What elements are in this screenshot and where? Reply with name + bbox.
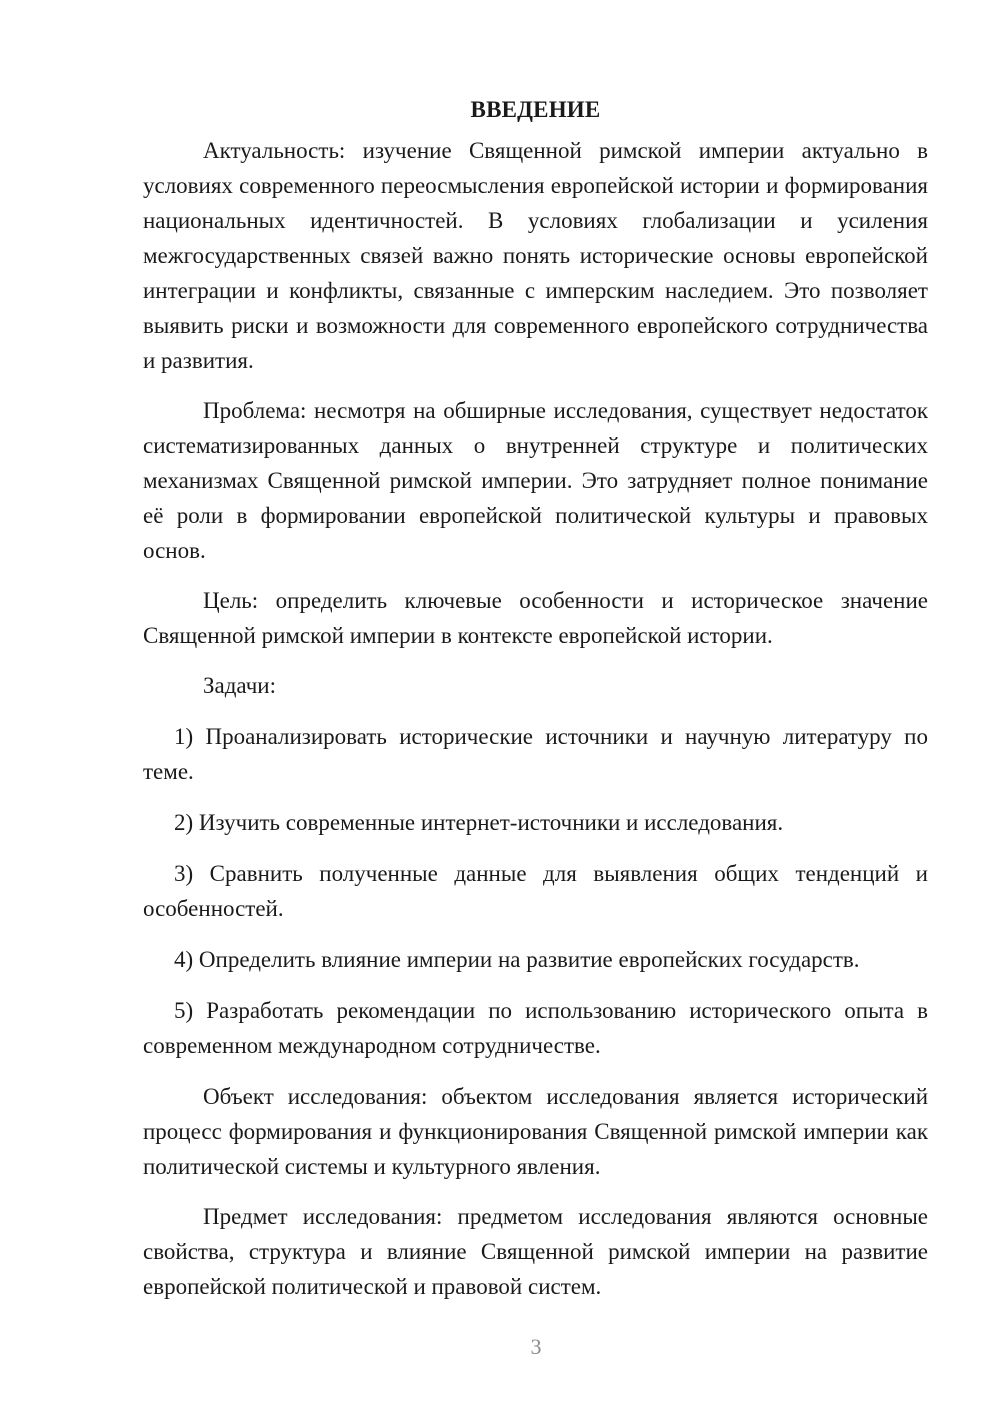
page-number: 3 [530,1334,542,1359]
task-item-4: 4) Определить влияние империи на развитие европейских государств. [174,947,860,972]
paragraph-problem: Проблема: несмотря на обширные исследования, существует недостаток систематизированных данных о внутренней структуре и политических механизмах Священной римской империи. Это затрудняет полное понимание её роли в формировании европейской политической культуры и правовых основ. [143,398,928,563]
document-page [143,92,928,1319]
task-item-2: 2) Изучить современные интернет-источники и исследования. [174,810,784,835]
section-title: ВВЕДЕНИЕ [470,97,601,122]
task-item-5: 5) Разработать рекомендации по использованию исторического опыта в современном международном сотрудничестве. [143,998,928,1058]
paragraph-object: Объект исследования: объектом исследования является исторический процесс формирования и функционирования Священной римской империи как политической системы и культурного явления. [143,1084,928,1179]
paragraph-subject: Предмет исследования: предметом исследования являются основные свойства, структура и влияние Священной римской империи на развитие европейской политической и правовой систем. [143,1204,928,1299]
task-item-3: 3) Сравнить полученные данные для выявления общих тенденций и особенностей. [143,861,928,921]
tasks-heading: Задачи: [203,673,276,698]
paragraph-relevance: Актуальность: изучение Священной римской империи актуально в условиях современного переосмысления европейской истории и формирования национальных идентичностей. В условиях глобализации и усиления межгосударственных связей важно понять исторические основы европейской интеграции и конфликты, связанные с имперским наследием. Это позволяет выявить риски и возможности для современного европейского сотрудничества и развития. [143,138,928,373]
task-item-1: 1) Проанализировать исторические источники и научную литературу по теме. [143,724,928,784]
paragraph-goal: Цель: определить ключевые особенности и историческое значение Священной римской империи в контексте европейской истории. [143,588,928,648]
